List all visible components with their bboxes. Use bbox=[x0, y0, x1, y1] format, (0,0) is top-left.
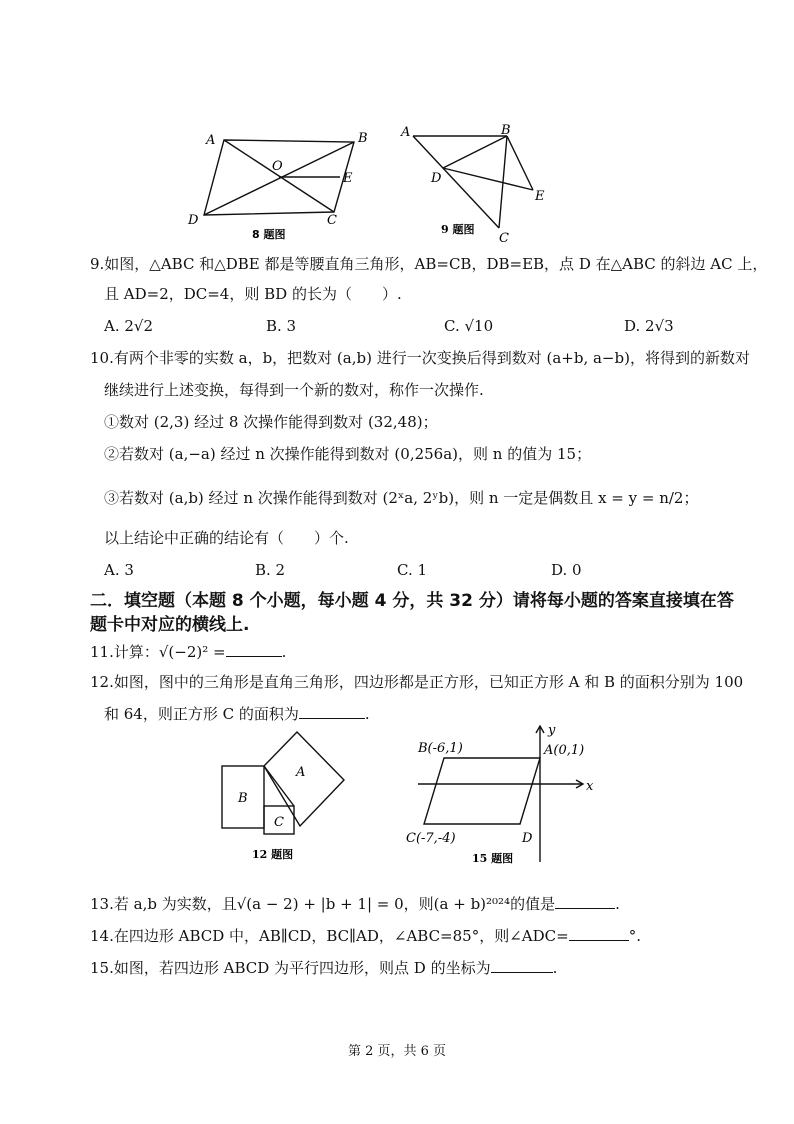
q14-end: °. bbox=[628, 927, 641, 945]
fig12-label-a: A bbox=[296, 765, 306, 780]
q10-statement-1: ①数对 (2,3) 经过 8 次操作能得到数对 (32,48)； bbox=[104, 413, 438, 431]
q10-statement-2: ②若数对 (a,−a) 经过 n 次操作能得到数对 (0,256a)，则 n 的值为 15； bbox=[104, 445, 592, 463]
q15-end: . bbox=[552, 959, 558, 977]
q14-text: 14.在四边形 ABCD 中，AB∥CD，BC∥AD，∠ABC=85°，则∠ADC= bbox=[90, 927, 569, 945]
fig15-label-d: D bbox=[522, 831, 533, 846]
fig15-label-y: y bbox=[548, 723, 556, 738]
figure-12 bbox=[212, 724, 352, 869]
fig15-label-c: C(-7,-4) bbox=[406, 831, 456, 846]
q9-line2: 且 AD=2，DC=4，则 BD 的长为（ ）. bbox=[104, 285, 402, 303]
fig9-label-e: E bbox=[535, 189, 545, 204]
q10-option-b: B. 2 bbox=[255, 561, 286, 579]
fig15-label-a: A(0,1) bbox=[544, 743, 585, 758]
figure-15 bbox=[398, 720, 608, 870]
q13-text: 13.若 a,b 为实数，且√(a − 2) + |b + 1| = 0，则(a + b)²⁰²⁴的值是 bbox=[90, 895, 556, 913]
q13-end: . bbox=[615, 895, 620, 913]
fig12-label-c: C bbox=[274, 815, 284, 830]
fig8-label-d: D bbox=[188, 213, 199, 228]
q9-line1: 9.如图，△ABC 和△DBE 都是等腰直角三角形，AB=CB，DB=EB，点 D 在△ABC 的斜边 AC 上， bbox=[90, 255, 768, 273]
fig15-label-b: B(-6,1) bbox=[418, 741, 463, 756]
fig8-label-e: E bbox=[343, 171, 353, 186]
q12-end: . bbox=[364, 705, 370, 723]
fig8-label-a: A bbox=[206, 133, 216, 148]
q14-answer-blank[interactable] bbox=[569, 926, 629, 941]
q11-answer-blank[interactable] bbox=[226, 642, 282, 657]
q15-answer-blank[interactable] bbox=[491, 958, 553, 973]
q14 bbox=[90, 926, 770, 946]
fig9-label-b: B bbox=[501, 123, 511, 138]
q10-line2: 继续进行上述变换，每得到一个新的数对，称作一次操作. bbox=[104, 381, 484, 399]
q9-option-d: D. 2√3 bbox=[624, 317, 674, 335]
fig12-caption: 12 题图 bbox=[252, 848, 294, 861]
q10-option-d: D. 0 bbox=[551, 561, 582, 579]
fig9-caption: 9 题图 bbox=[441, 223, 475, 236]
q11-end: . bbox=[281, 643, 287, 661]
fig15-label-x: x bbox=[586, 779, 594, 794]
q13 bbox=[90, 894, 770, 914]
q10-statement-3: ③若数对 (a,b) 经过 n 次操作能得到数对 (2ˣa, 2ʸb)，则 n 一定是偶数且 x = y = n/2； bbox=[104, 489, 699, 507]
page-footer: 第 2 页，共 6 页 bbox=[347, 1044, 447, 1059]
fig9-label-a: A bbox=[401, 125, 411, 140]
q12-line1: 12.如图，图中的三角形是直角三角形，四边形都是正方形，已知正方形 A 和 B 的面积分别为 100 bbox=[90, 673, 744, 691]
figure-9 bbox=[395, 120, 565, 245]
q15-text: 15.如图，若四边形 ABCD 为平行四边形，则点 D 的坐标为 bbox=[90, 959, 491, 977]
fig9-label-c: C bbox=[499, 231, 509, 245]
section-2-heading-line2: 题卡中对应的横线上. bbox=[90, 615, 250, 635]
fig12-label-b: B bbox=[238, 791, 248, 806]
q11 bbox=[90, 642, 770, 662]
fig8-label-o: O bbox=[272, 159, 283, 174]
figure-8 bbox=[180, 120, 380, 245]
fig9-label-d: D bbox=[431, 171, 442, 186]
q15 bbox=[90, 958, 770, 978]
fig8-caption: 8 题图 bbox=[252, 228, 286, 241]
fig8-label-c: C bbox=[327, 213, 337, 228]
q12-answer-blank[interactable] bbox=[299, 704, 365, 719]
fig8-label-b: B bbox=[358, 131, 368, 146]
q9-option-a: A. 2√2 bbox=[104, 317, 154, 335]
q9-option-c: C. √10 bbox=[444, 317, 494, 335]
q11-text: 11.计算：√(−2)² = bbox=[90, 643, 226, 661]
q9-option-b: B. 3 bbox=[266, 317, 297, 335]
q10-option-c: C. 1 bbox=[397, 561, 428, 579]
section-2-heading-line1: 二．填空题（本题 8 个小题，每小题 4 分，共 32 分）请将每小题的答案直接填在答 bbox=[90, 591, 734, 611]
q12-line2-text: 和 64，则正方形 C 的面积为 bbox=[104, 705, 299, 723]
q10-line3: 以上结论中正确的结论有（ ）个. bbox=[104, 529, 349, 547]
fig15-caption: 15 题图 bbox=[472, 852, 514, 865]
q10-option-a: A. 3 bbox=[104, 561, 134, 579]
q13-answer-blank[interactable] bbox=[555, 894, 615, 909]
q10-line1: 10.有两个非零的实数 a，b，把数对 (a,b) 进行一次变换后得到数对 (a+b, a−b)，将得到的新数对 bbox=[90, 349, 750, 367]
